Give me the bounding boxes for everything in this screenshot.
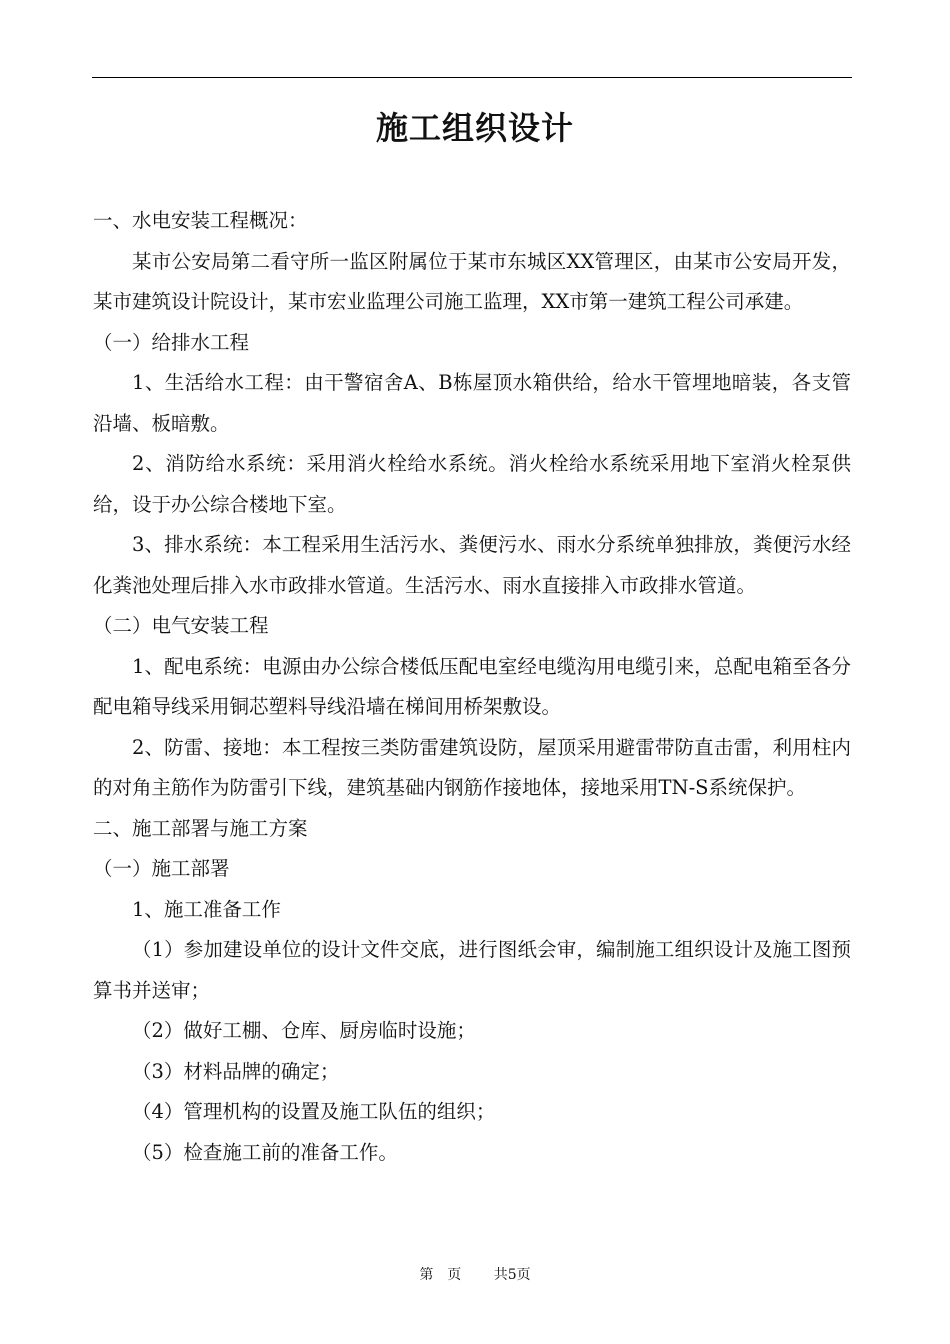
list-item-management: （4）管理机构的设置及施工队伍的组织；: [132, 1100, 496, 1123]
section-heading-deployment: 二、施工部署与施工方案: [93, 816, 308, 840]
subsection-heading-deployment: （一）施工部署: [93, 857, 230, 880]
list-item-temporary-facilities: （2）做好工棚、仓库、厨房临时设施；: [132, 1019, 476, 1042]
document-title: 施工组织设计: [375, 109, 574, 147]
overview-paragraph: 某市公安局第二看守所一监区附属位于某市东城区XX管理区，由某市公安局开发，某市建筑设计院设计，某市宏业监理公司施工监理，XX市第一建筑工程公司承建。: [93, 249, 851, 313]
page-footer: [0, 1265, 950, 1285]
document-body: [93, 201, 851, 1173]
page-number-label: 第 页: [419, 1267, 462, 1283]
list-item-inspection: （5）检查施工前的准备工作。: [132, 1140, 398, 1164]
list-item-material-brands: （3）材料品牌的确定；: [132, 1059, 340, 1083]
subsection-heading-electrical: （二）电气安装工程: [93, 614, 269, 637]
paragraph-lightning-grounding: 2、防雷、接地：本工程按三类防雷建筑设防，屋顶采用避雷带防直击雷，利用柱内的对角主筋作为防雷引下线，建筑基础内钢筋作接地体，接地采用TN-S系统保护。: [93, 735, 851, 799]
page-total-label: 共5页: [493, 1267, 531, 1283]
paragraph-drainage: 3、排水系统：本工程采用生活污水、粪便污水、雨水分系统单独排放，粪便污水经化粪池处理后排入水市政排水管道。生活污水、雨水直接排入市政排水管道。: [93, 533, 851, 597]
paragraph-fire-water: 2、消防给水系统：采用消火栓给水系统。消火栓给水系统采用地下室消火栓泵供给，设于办公综合楼地下室。: [93, 452, 851, 516]
paragraph-preparation: 1、施工准备工作: [132, 897, 281, 921]
section-heading-overview: 一、水电安装工程概况：: [93, 209, 308, 232]
paragraph-power-distribution: 1、配电系统：电源由办公综合楼低压配电室经电缆沟用电缆引来，总配电箱至各分配电箱导线采用铜芯塑料导线沿墙在梯间用桥架敷设。: [93, 654, 851, 718]
header-rule: [92, 77, 852, 78]
list-item-design-review: （1）参加建设单位的设计文件交底，进行图纸会审，编制施工组织设计及施工图预算书并送审；: [93, 938, 851, 1002]
paragraph-water-supply: 1、生活给水工程：由干警宿舍A、B栋屋顶水箱供给，给水干管埋地暗装，各支管沿墙、板暗敷。: [93, 371, 851, 435]
subsection-heading-water: （一）给排水工程: [93, 330, 250, 354]
